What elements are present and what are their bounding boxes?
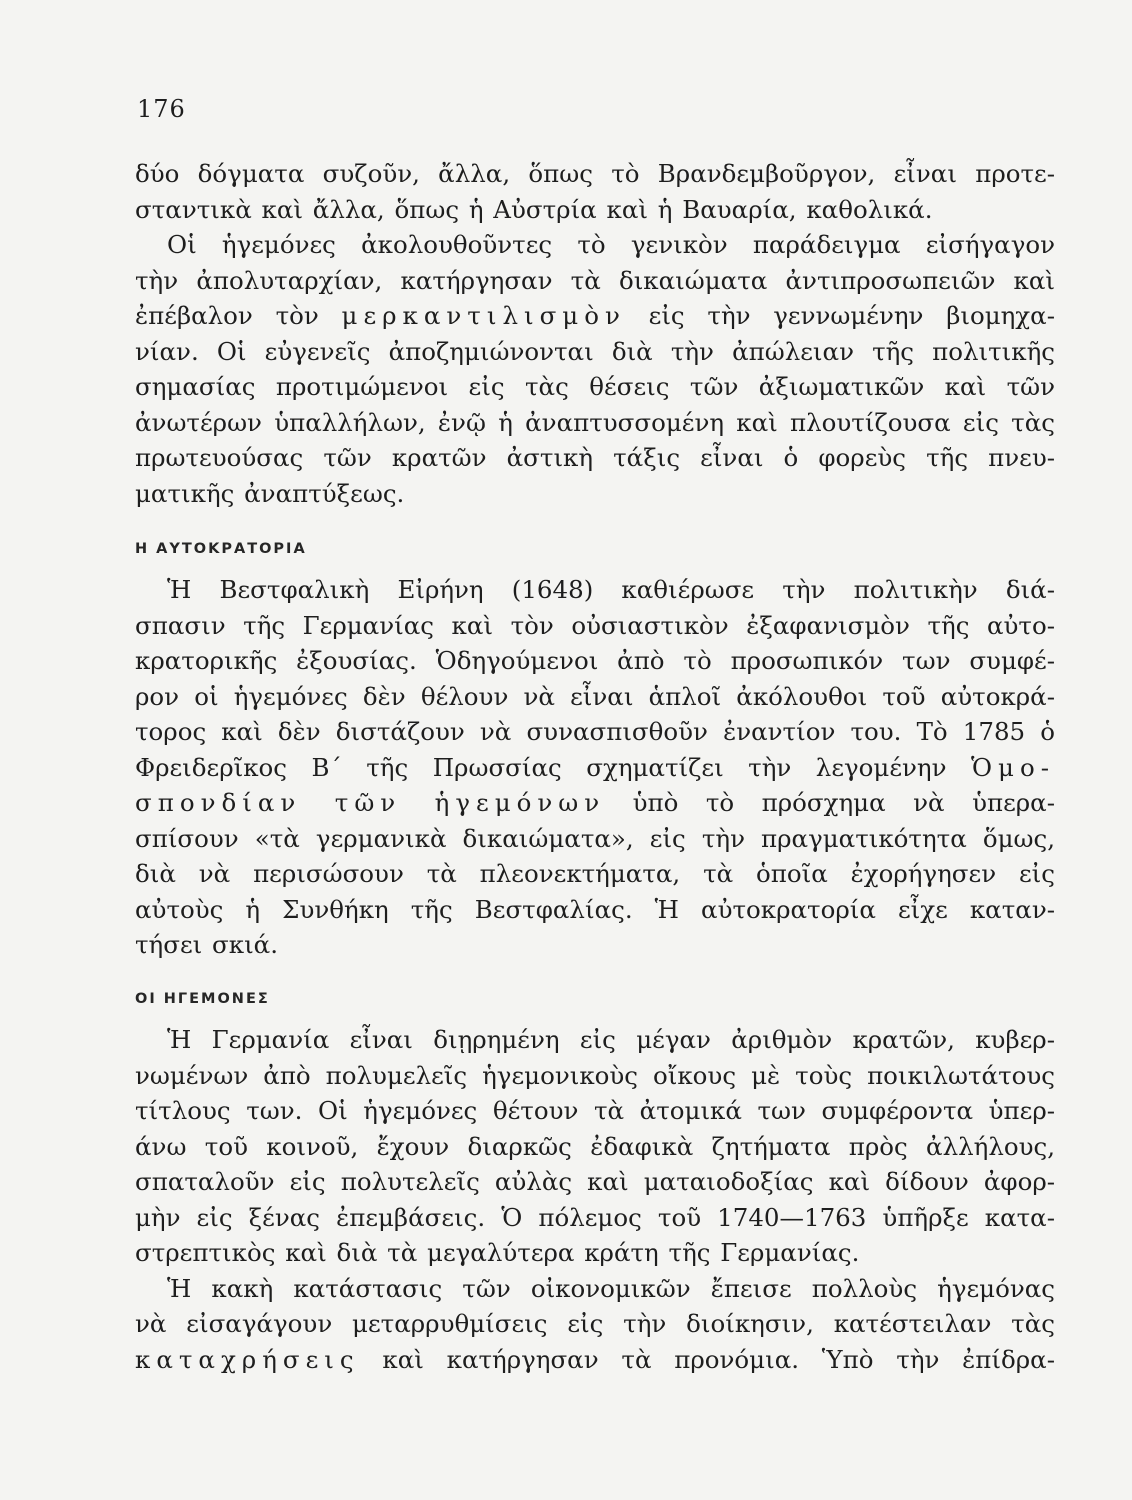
emphasized-term: Ὁμο- bbox=[970, 752, 1055, 782]
section-heading-igemones: ΟΙ ΗΓΕΜΟΝΕΣ bbox=[135, 991, 270, 1007]
emphasized-term: καταχρήσεις bbox=[135, 1344, 360, 1374]
paragraph-block-3 bbox=[135, 1022, 1055, 1377]
text-line: σπαταλοῦν εἰς πολυτελεῖς αὐλὰς καὶ ματαιοδοξίας καὶ δίδουν ἀφορ- bbox=[135, 1167, 1055, 1196]
text-line: στρεπτικὸς καὶ διὰ τὰ μεγαλύτερα κράτη τῆς Γερμανίας. bbox=[135, 1238, 860, 1267]
text-line: άνω τοῦ κοινοῦ, ἔχουν διαρκῶς ἐδαφικὰ ζητήματα πρὸς ἀλλήλους, bbox=[135, 1131, 1055, 1161]
text-line: Ἡ Γερμανία εἶναι διῃρημένη εἰς μέγαν ἀριθμὸν κρατῶν, κυβερ- bbox=[167, 1025, 1055, 1054]
text-line: διὰ νὰ περισώσουν τὰ πλεονεκτήματα, τὰ ὁποῖα ἐχορήγησεν εἰς bbox=[135, 859, 1055, 888]
text-line: τὴν ἀπολυταρχίαν, κατήργησαν τὰ δικαιώματα ἀντιπροσωπειῶν καὶ bbox=[135, 265, 1055, 295]
text-segment: εἰς τὴν γεννωμένην βιομηχα- bbox=[625, 301, 1055, 330]
text-line: Ἡ Βεστφαλικὴ Εἰρήνη (1648) καθιέρωσε τὴν πολιτικὴν διά- bbox=[167, 575, 1055, 604]
text-line: πρωτευούσας τῶν κρατῶν ἀστικὴ τάξις εἶναι ὁ φορεὺς τῆς πνευ- bbox=[135, 443, 1055, 472]
text-line: σταντικὰ καὶ ἄλλα, ὅπως ἡ Αὐστρία καὶ ἡ Βαυαρία, καθολικά. bbox=[135, 194, 933, 224]
text-segment: Φρειδερῖκος Β΄ τῆς Πρωσσίας σχηματίζει τὴν λεγομένην bbox=[135, 752, 971, 782]
text-line: Οἱ ἡγεμόνες ἀκολουθοῦντες τὸ γενικὸν παράδειγμα εἰσήγαγον bbox=[167, 230, 1055, 259]
text-line: σπίσουν «τὰ γερμανικὰ δικαιώματα», εἰς τὴν πραγματικότητα ὅμως, bbox=[135, 823, 1055, 853]
emphasized-term: μερκαντιλισμὸν bbox=[341, 301, 626, 330]
text-line: νίαν. Οἱ εὐγενεῖς ἀποζημιώνονται διὰ τὴν ἀπώλειαν τῆς πολιτικῆς bbox=[135, 336, 1055, 366]
text-line: δύο δόγματα συζοῦν, ἄλλα, ὅπως τὸ Βρανδεμβοῦργον, εἶναι προτε- bbox=[135, 159, 1055, 188]
text-line: ἀνωτέρων ὑπαλλήλων, ἐνῷ ἡ ἀναπτυσσομένη καὶ πλουτίζουσα εἰς τὰς bbox=[135, 407, 1055, 437]
section-heading-autokratoria: Η ΑΥΤΟΚΡΑΤΟΡΙΑ bbox=[135, 541, 307, 557]
text-line: Ἡ κακὴ κατάστασις τῶν οἰκονομικῶν ἔπεισε πολλοὺς ἡγεμόνας bbox=[167, 1273, 1055, 1303]
page-number: 176 bbox=[137, 95, 186, 123]
text-line bbox=[135, 298, 1055, 334]
text-line: κρατορικῆς ἐξουσίας. Ὁδηγούμενοι ἀπὸ τὸ προσωπικόν των συμφέ- bbox=[135, 646, 1055, 675]
text-line: ματικῆς ἀναπτύξεως. bbox=[135, 478, 405, 508]
text-line bbox=[135, 1342, 1055, 1378]
text-line: τήσει σκιά. bbox=[135, 930, 279, 959]
text-line: τίτλους των. Οἱ ἡγεμόνες θέτουν τὰ ἀτομικά των συμφέροντα ὑπερ- bbox=[135, 1096, 1055, 1125]
text-line bbox=[135, 750, 1055, 786]
text-segment: ἐπέβαλον τὸν bbox=[135, 301, 342, 330]
text-line: μὴν εἰς ξένας ἐπεμβάσεις. Ὁ πόλεμος τοῦ 1740—1763 ὑπῆρξε κατα- bbox=[135, 1202, 1055, 1232]
text-line: σπασιν τῆς Γερμανίας καὶ τὸν οὐσιαστικὸν ἐξαφανισμὸν τῆς αὐτο- bbox=[135, 610, 1055, 640]
paragraph-block-2 bbox=[135, 572, 1055, 963]
text-line: ρον οἱ ἡγεμόνες δὲν θέλουν νὰ εἶναι ἁπλοῖ ἀκόλουθοι τοῦ αὐτοκρά- bbox=[135, 681, 1055, 711]
text-segment: ὑπὸ τὸ πρόσχημα νὰ ὑπερα- bbox=[605, 788, 1055, 817]
emphasized-term: σπονδίαν τῶν ἡγεμόνων bbox=[135, 788, 606, 817]
text-line: νὰ εἰσαγάγουν μεταρρυθμίσεις εἰς τὴν διοίκησιν, κατέστειλαν τὰς bbox=[135, 1309, 1055, 1338]
text-line bbox=[135, 785, 1055, 821]
paragraph-block-1 bbox=[135, 156, 1055, 511]
text-line: τορος καὶ δὲν διστάζουν νὰ συνασπισθοῦν ἐναντίον του. Τὸ 1785 ὁ bbox=[135, 717, 1055, 746]
text-line: νωμένων ἀπὸ πολυμελεῖς ἡγεμονικοὺς οἴκους μὲ τοὺς ποικιλωτάτους bbox=[135, 1060, 1055, 1090]
text-line: σημασίας προτιμώμενοι εἰς τὰς θέσεις τῶν ἀξιωματικῶν καὶ τῶν bbox=[135, 372, 1055, 401]
text-segment: καὶ κατήργησαν τὰ προνόμια. Ὑπὸ τὴν ἐπίδρα- bbox=[359, 1344, 1055, 1374]
text-line: αὐτοὺς ἡ Συνθήκη τῆς Βεστφαλίας. Ἡ αὐτοκρατορία εἶχε καταν- bbox=[135, 894, 1055, 924]
